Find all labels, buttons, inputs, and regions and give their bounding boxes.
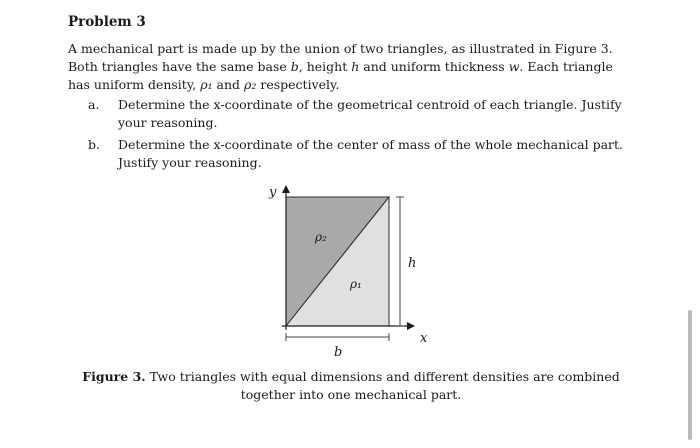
base-label: b xyxy=(334,345,343,360)
caption-label: Figure 3. xyxy=(82,369,146,384)
intro-text-3: and uniform thickness xyxy=(359,59,509,74)
subquestion-a-marker: a. xyxy=(88,97,100,112)
var-b: b xyxy=(290,59,299,74)
var-rho2: ρ₂ xyxy=(244,77,257,92)
y-axis-label: y xyxy=(269,185,277,200)
caption-text: Two triangles with equal dimensions and different densities are combined together into one mechanical part. xyxy=(145,369,620,402)
intro-text-2: , height xyxy=(298,59,352,74)
x-axis-label: x xyxy=(420,331,428,346)
intro-text-5: and xyxy=(212,77,245,92)
scrollbar[interactable] xyxy=(688,310,692,440)
subquestion-b-marker: b. xyxy=(88,137,100,152)
height-label: h xyxy=(408,256,417,271)
var-w: w xyxy=(508,59,520,74)
figure-caption xyxy=(70,368,632,404)
rho2-label: ρ₂ xyxy=(315,230,327,244)
intro-text-6: respectively. xyxy=(256,77,340,92)
rho1-label: ρ₁ xyxy=(350,277,362,291)
subquestion-a-text: Determine the x-coordinate of the geometrical centroid of each triangle. Justify your reasoning. xyxy=(118,97,622,130)
problem-heading: Problem 3 xyxy=(68,14,146,30)
subquestion-b-text: Determine the x-coordinate of the center of mass of the whole mechanical part. Justify your reasoning. xyxy=(118,137,623,170)
var-h: h xyxy=(351,59,360,74)
intro-text-1: A mechanical part is made up by the union of two triangles, as illustrated in Figure 3. Both triangles have the same base xyxy=(68,41,613,74)
intro-text-4: . Each triangle has uniform density, xyxy=(68,59,613,92)
var-rho1: ρ₁ xyxy=(200,77,213,92)
